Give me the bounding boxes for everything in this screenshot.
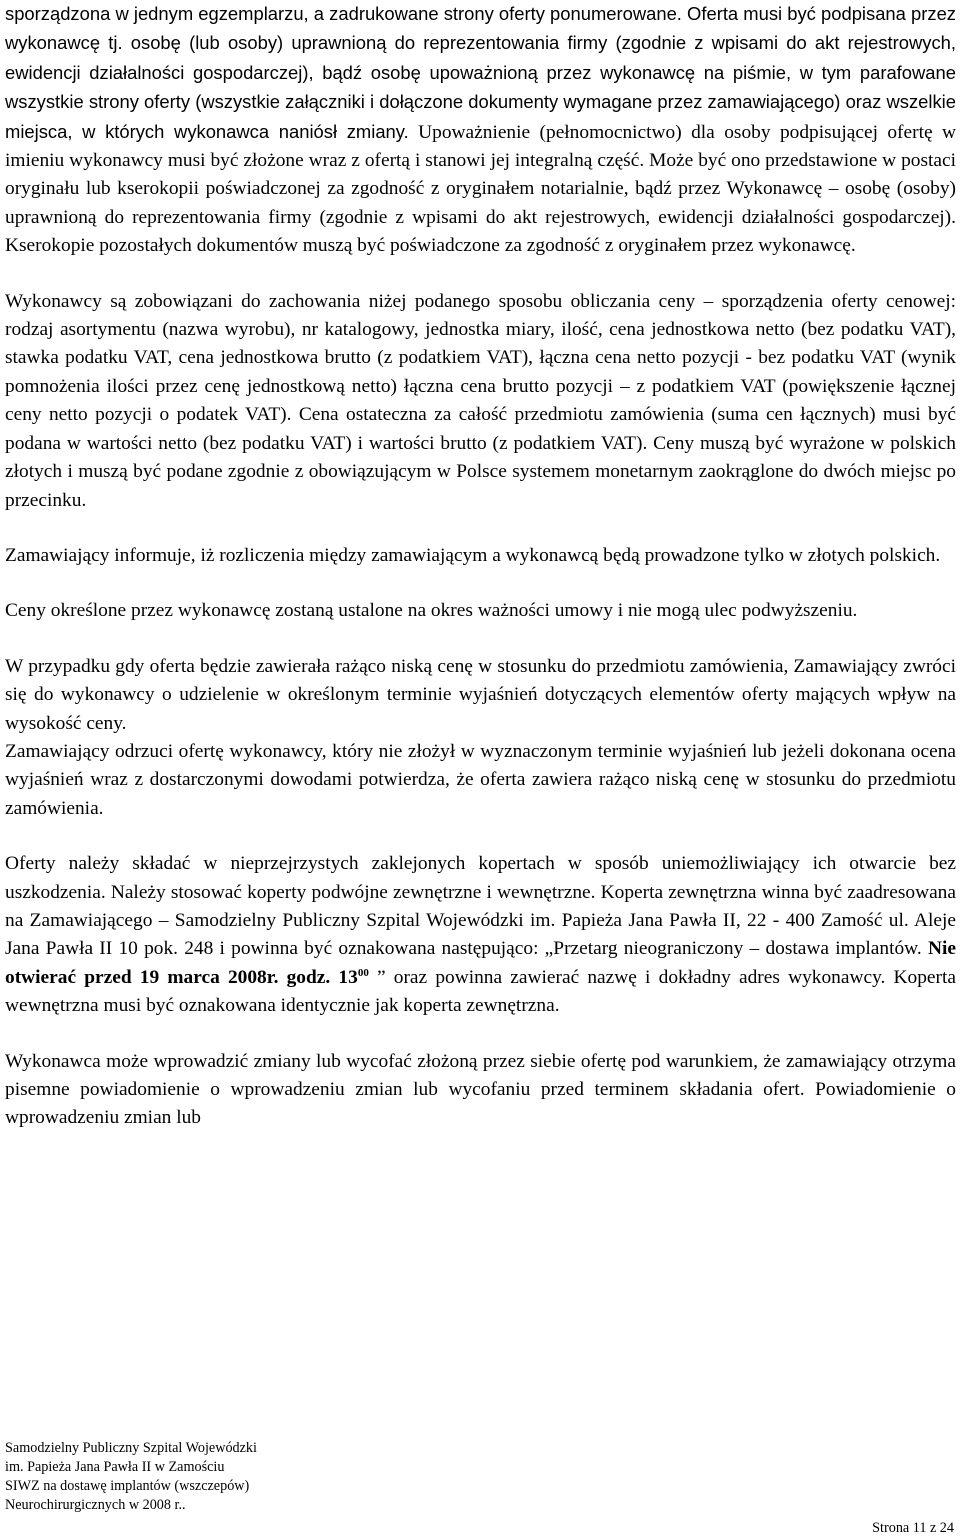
footer-line-3: SIWZ na dostawę implantów (wszczepów) xyxy=(5,1478,250,1494)
document-page xyxy=(5,0,956,1133)
page-number: Strona 11 z 24 xyxy=(872,1520,954,1536)
intro-serif-text: Upoważnienie (pełnomocnictwo) dla osoby podpisującej ofertę w imieniu wykonawcy musi być złożone wraz z ofertą i stanowi jej integralną część. Może być ono przedstawione w postaci oryginału lub kserokopii poświadczonej za zgodność z oryginałem notarialnie, bądź przez Wykonawcę – osobę (osoby) uprawnioną do reprezentowania firmy (zgodnie z wpisami do akt rejestrowych, ewidencji działalności gospodarczej). Kserokopie pozostałych dokumentów muszą być poświadczone za zgodność z oryginałem przez wykonawcę. xyxy=(5,121,956,257)
footer-line-1: Samodzielny Publiczny Szpital Wojewódzki xyxy=(5,1440,257,1456)
page-footer xyxy=(5,1439,257,1515)
rejection-paragraph: Zamawiający odrzuci ofertę wykonawcy, który nie złożył w wyznaczonym terminie wyjaśnień lub jeżeli dokonana ocena wyjaśnień wraz z dostarczonymi dowodami potwierdza, że oferta zawiera rażąco niską cenę w stosunku do przedmiotu zamówienia. xyxy=(5,740,956,819)
changes-paragraph: Wykonawca może wprowadzić zmiany lub wycofać złożoną przez siebie ofertę pod warunkiem, że zamawiający otrzyma pisemne powiadomienie o wprowadzeniu zmian lub wycofaniu przed terminem składania ofert. Powiadomienie o wprowadzeniu zmian lub xyxy=(5,1050,956,1129)
low-price-paragraph: W przypadku gdy oferta będzie zawierała rażąco niską cenę w stosunku do przedmiotu zamówienia, Zamawiający zwróci się do wykonawcy o udzielenie w określonym terminie wyjaśnień dotyczących elementów oferty mających wpływ na wysokość ceny. xyxy=(5,655,956,734)
intro-sans-text: sporządzona w jednym egzemplarzu, a zadrukowane strony oferty ponumerowane. Oferta musi być podpisana przez wykonawcę tj. osobę (lub osoby) uprawnioną do reprezentowania firmy (zgodnie z wpisami do akt rejestrowych, ewidencji działalności gospodarczej), bądź osobę upoważnioną przez wykonawcę na piśmie, w tym parafowane wszystkie strony oferty (wszystkie załączniki i dołączone dokumenty wymagane przez zamawiającego) oraz wszelkie miejsca, w których wykonawca naniósł zmiany. xyxy=(5,3,956,142)
opening-time-minutes: 00 xyxy=(357,966,369,979)
envelopes-text-2: ” oraz powinna zawierać nazwę i dokładny adres wykonawcy. Koperta wewnętrzna musi być oznakowana identycznie jak koperta zewnętrzna. xyxy=(5,966,956,1017)
pricing-paragraph: Wykonawcy są zobowiązani do zachowania niżej podanego sposobu obliczania ceny – sporządzenia oferty cenowej: rodzaj asortymentu (nazwa wyrobu), nr katalogowy, jednostka miary, ilość, cena jednostkowa netto (bez podatku VAT), stawka podatku VAT, cena jednostkowa brutto (z podatkiem VAT), łączna cena netto pozycji - bez podatku VAT (wynik pomnożenia ilości przez cenę jednostkową netto) łączna cena brutto pozycji – z podatkiem VAT (powiększenie łącznej ceny netto pozycji o podatek VAT). Cena ostateczna za całość przedmiotu zamówienia (suma cen łącznych) musi być podana w wartości netto (bez podatku VAT) i wartości brutto (z podatkiem VAT). Ceny muszą być wyrażone w polskich złotych i muszą być podane zgodnie z obowiązującym w Polsce systemem monetarnym zaokrąglone do dwóch miejsc po przecinku. xyxy=(5,290,956,511)
envelopes-text-1: Oferty należy składać w nieprzejrzystych zaklejonych kopertach w sposób uniemożliwiający ich otwarcie bez uszkodzenia. Należy stosować koperty podwójne zewnętrzne i wewnętrzne. Koperta zewnętrzna winna być zaadresowana na Zamawiającego – Samodzielny Publiczny Szpital Wojewódzki im. Papieża Jana Pawła II, 22 - 400 Zamość ul. Aleje Jana Pawła II 10 pok. 248 i powinna być oznakowana następująco: „Przetarg nieograniczony – dostawa implantów. xyxy=(5,853,956,960)
intro-paragraph xyxy=(5,0,956,261)
footer-line-2: im. Papieża Jana Pawła II w Zamościu xyxy=(5,1459,225,1475)
footer-line-4: Neurochirurgicznych w 2008 r.. xyxy=(5,1497,186,1513)
prices-fixed-paragraph: Ceny określone przez wykonawcę zostaną ustalone na okres ważności umowy i nie mogą ulec podwyższeniu. xyxy=(5,600,858,622)
settlement-paragraph: Zamawiający informuje, iż rozliczenia między zamawiającym a wykonawcą będą prowadzone tylko w złotych polskich. xyxy=(5,544,941,566)
envelopes-paragraph xyxy=(5,850,956,1020)
opening-date-text: Nie otwierać przed 19 marca 2008r. godz. 13 xyxy=(5,938,956,988)
